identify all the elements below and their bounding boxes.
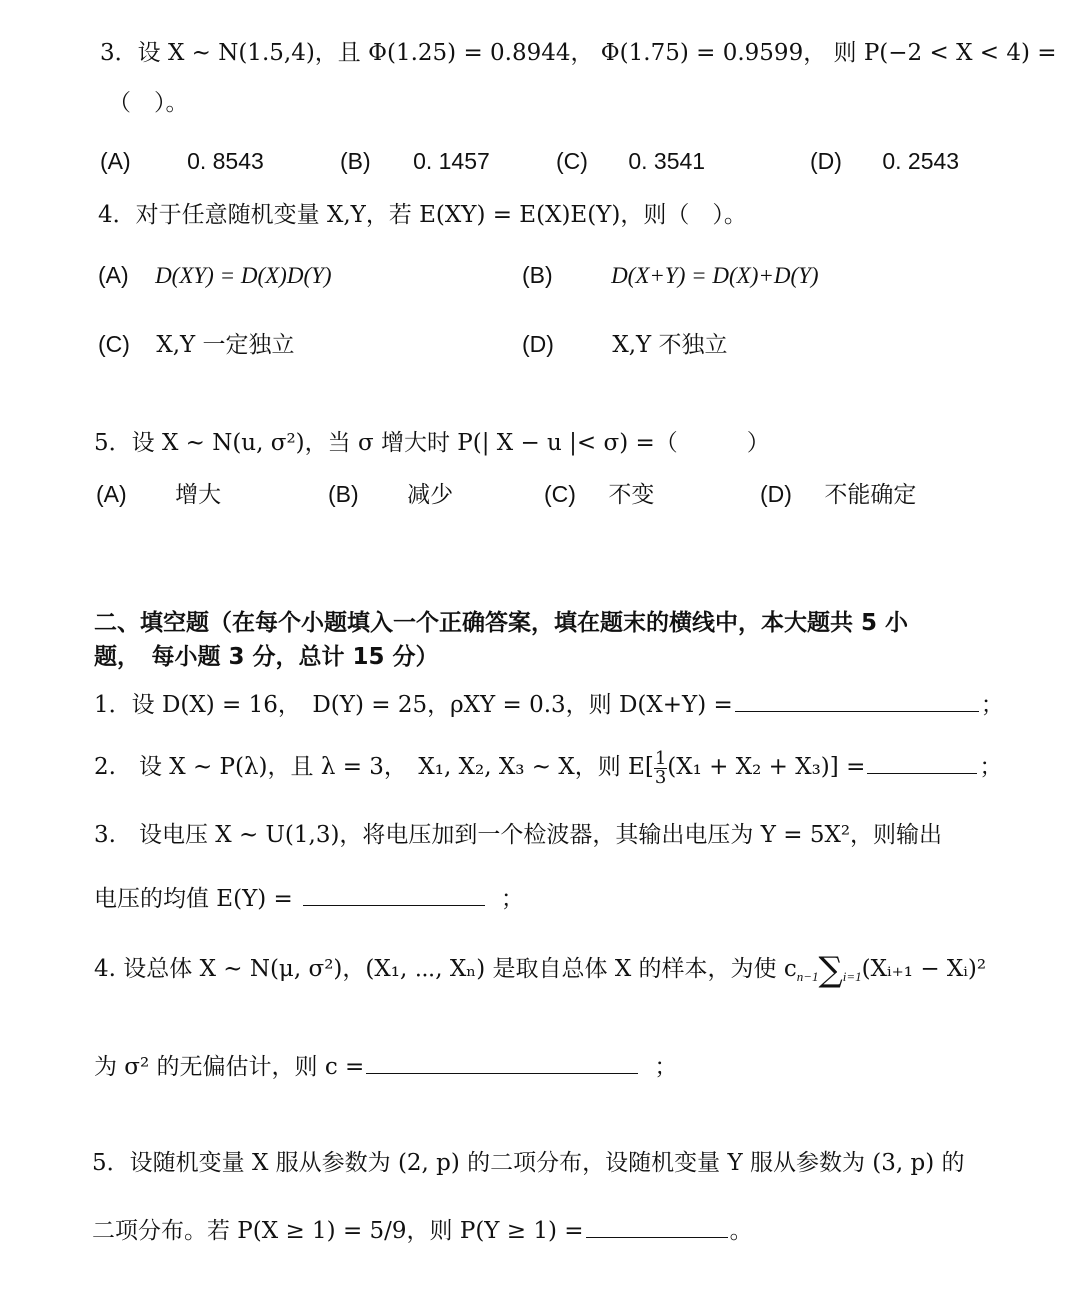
option-letter: (C) [556,148,588,174]
summation [796,950,862,990]
fraction-denominator: 3 [654,766,667,788]
option-letter: (A) [100,148,131,174]
option-letter: (D) [522,331,554,357]
option-text: 不能确定 [824,482,917,508]
punctuation: 。 [729,1218,753,1244]
fill-question-5: 5．设随机变量 X 服从参数为 (2, p) 的二项分布，设随机变量 Y 服从参数为 (3, p) 的 [92,1150,965,1176]
option-text: 0. 3541 [628,148,706,174]
answer-blank[interactable] [303,904,485,906]
question-5-stem: 5．设 X ~ N(u, σ²)，当 σ 增大时 P(| X − u |< σ) =（ ） [94,430,770,456]
question-3-option-c [556,148,705,175]
question-3-option-d [810,148,959,175]
question-4-option-d [522,326,728,359]
option-text: 0. 1457 [413,148,490,174]
option-letter: (D) [760,481,792,507]
fill-question-1-text: 1．设 D(X) = 16， D(Y) = 25，ρXY = 0.3，则 D(X+Y) = [94,692,733,718]
section-2-heading-cont: 题， 每小题 3 分，总计 15 分） [94,644,439,670]
option-text: X,Y 不独立 [612,332,728,358]
question-4-option-c [98,326,295,359]
fill-question-3-cont [94,880,524,913]
punctuation: ； [980,692,1004,718]
fill-question-4-text-cont: (Xᵢ₊₁ − Xᵢ)² [861,956,987,982]
fill-question-2 [94,748,1002,787]
answer-blank[interactable] [366,1072,638,1074]
answer-blank[interactable] [586,1236,728,1238]
fill-question-3-text: 电压的均值 E(Y) = [94,886,293,912]
question-3-option-a [100,148,264,175]
fraction [654,747,667,788]
answer-blank[interactable] [735,710,979,712]
option-letter: (B) [340,148,371,174]
fill-question-2-text-cont: (X₁ + X₂ + X₃)] = [667,754,866,780]
option-text: 增大 [175,482,222,508]
fill-question-3: 3. 设电压 X ~ U(1,3)，将电压加到一个检波器，其输出电压为 Y = 5X²，则输出 [94,822,943,848]
option-text: 减少 [407,482,454,508]
option-text: X,Y 一定独立 [156,332,295,358]
option-text: 0. 8543 [187,148,264,174]
question-3-answer-paren: （ ）。 [108,90,189,116]
sigma-symbol: ∑ [818,950,843,990]
question-4-stem: 4．对于任意随机变量 X,Y，若 E(XY) = E(X)E(Y)，则（ ）。 [98,202,747,228]
option-letter: (B) [328,481,359,507]
section-2-heading: 二、填空题（在每个小题填入一个正确答案，填在题末的横线中，本大题共 5 小 [94,610,909,636]
option-letter: (C) [98,331,130,357]
question-4-option-a [98,262,332,289]
fill-question-1 [94,686,1004,719]
option-letter: (A) [98,262,129,288]
fill-question-4-cont [94,1048,677,1081]
option-letter: (D) [810,148,842,174]
sum-lower-limit: i=1 [842,969,862,984]
fill-question-4 [94,950,987,990]
option-text: D(XY) = D(X)D(Y) [155,263,332,288]
option-letter: (A) [96,481,127,507]
answer-blank[interactable] [867,772,977,774]
fill-question-4-text: 为 σ² 的无偏估计，则 c = [94,1054,365,1080]
fill-question-4-text: 4. 设总体 X ~ N(μ, σ²)，(X₁, ⋯, Xₙ) 是取自总体 X 的样本，为使 c [94,956,797,982]
option-letter: (B) [522,262,553,288]
question-5-option-d [760,476,916,509]
option-text: 不变 [608,482,655,508]
sum-upper-limit: n−1 [796,969,819,984]
question-5-option-c [544,476,654,509]
option-text: 0. 2543 [882,148,960,174]
fraction-numerator: 1 [654,747,667,769]
punctuation: ； [654,1054,678,1080]
fill-question-5-text: 二项分布。若 P(X ≥ 1) = 5/9，则 P(Y ≥ 1) = [92,1218,584,1244]
question-3-option-b [340,148,490,175]
question-5-option-a [96,476,221,509]
option-text: D(X+Y) = D(X)+D(Y) [611,263,819,288]
punctuation: ； [979,754,1003,780]
question-5-option-b [328,476,453,509]
option-letter: (C) [544,481,576,507]
question-4-option-b [522,262,819,289]
question-3-stem: 3．设 X ~ N(1.5,4)，且 Φ(1.25) = 0.8944， Φ(1.75) = 0.9599， 则 P(−2 < X < 4) = [100,40,1057,66]
punctuation: ； [500,886,524,912]
fill-question-2-text: 2. 设 X ~ P(λ)，且 λ = 3， X₁, X₂, X₃ ~ X，则 E[ [94,754,654,780]
fill-question-5-cont [92,1212,753,1245]
